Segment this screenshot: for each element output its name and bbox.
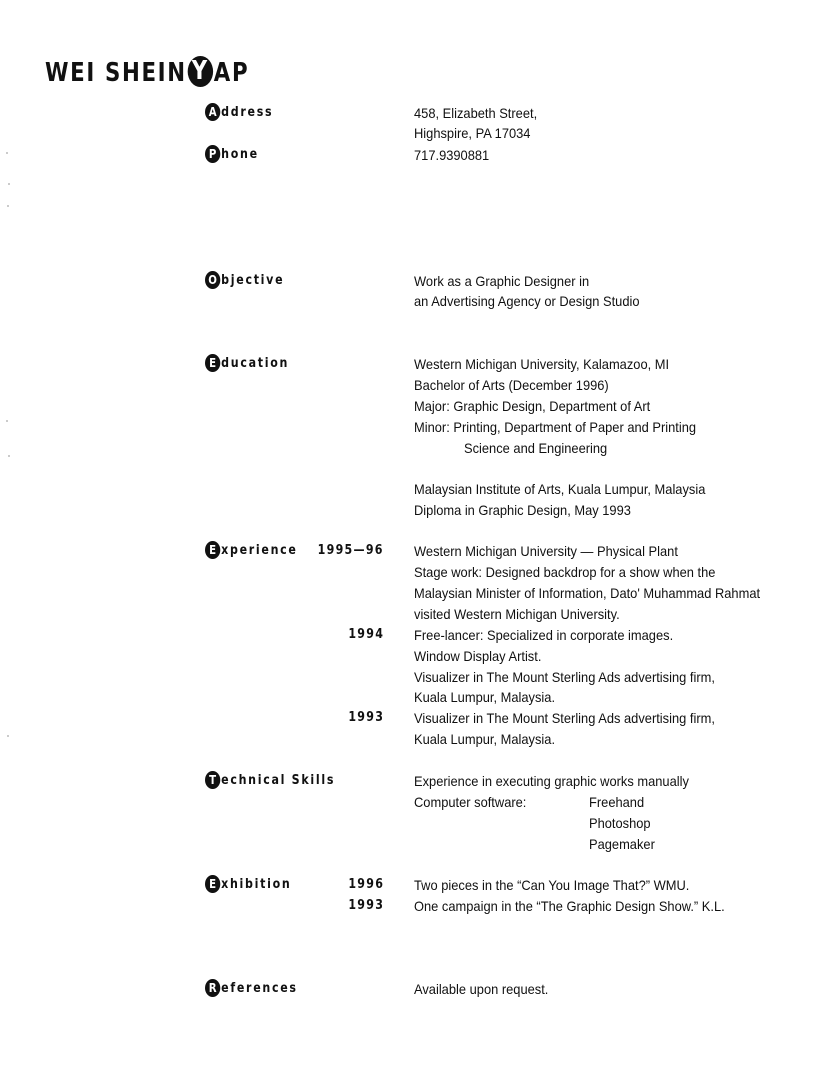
scan-speck <box>6 420 8 422</box>
objective-line: Work as a Graphic Designer in <box>414 273 590 289</box>
name-initial-badge: Y <box>188 56 213 87</box>
experience-line: Window Display Artist. <box>414 648 542 664</box>
section-label-references: R eferences <box>205 979 298 999</box>
initial-badge: E <box>205 541 220 559</box>
scan-speck <box>8 183 10 185</box>
technical-line: Experience in executing graphic works manually <box>414 773 689 789</box>
software-item: Photoshop <box>589 815 651 831</box>
exhibition-line: One campaign in the “The Graphic Design Show.” K.L. <box>414 898 725 914</box>
name-last-part: AP <box>213 58 250 88</box>
experience-line: Visualizer in The Mount Sterling Ads advertising firm, <box>414 710 715 726</box>
experience-line: Visualizer in The Mount Sterling Ads advertising firm, <box>414 669 715 685</box>
section-label-address: A ddress <box>205 103 273 123</box>
education-line: Science and Engineering <box>464 440 608 456</box>
initial-badge: T <box>205 771 220 789</box>
section-label-phone: P hone <box>205 145 259 165</box>
initial-badge: R <box>205 979 220 997</box>
initial-badge: A <box>205 103 220 121</box>
section-label-exhibition: E xhibition <box>205 875 291 895</box>
scan-speck <box>8 455 10 457</box>
technical-line: Computer software: <box>414 794 527 810</box>
section-label-education: E ducation <box>205 354 289 374</box>
name-first-part: WEI SHEIN <box>45 58 187 88</box>
experience-line: Kuala Lumpur, Malaysia. <box>414 689 556 705</box>
address-line: 458, Elizabeth Street, <box>414 105 538 121</box>
initial-badge: P <box>205 145 220 163</box>
experience-line: Malaysian Minister of Information, Dato' Muhammad Rahmat <box>414 585 761 601</box>
education-line: Major: Graphic Design, Department of Art <box>414 398 651 414</box>
experience-line: Free-lancer: Specialized in corporate images. <box>414 627 674 643</box>
exhibition-year: 1993 <box>348 898 384 913</box>
experience-year: 1993 <box>348 710 384 725</box>
exhibition-line: Two pieces in the “Can You Image That?” WMU. <box>414 877 690 893</box>
section-label-experience: E xperience <box>205 541 298 561</box>
references-line: Available upon request. <box>414 981 549 997</box>
experience-line: Kuala Lumpur, Malaysia. <box>414 731 556 747</box>
experience-year: 1995—96 <box>317 543 384 558</box>
experience-line: Western Michigan University — Physical Plant <box>414 543 678 559</box>
software-item: Pagemaker <box>589 836 655 852</box>
phone-number: 717.9390881 <box>414 147 490 163</box>
education-line: Malaysian Institute of Arts, Kuala Lumpur, Malaysia <box>414 481 706 497</box>
software-item: Freehand <box>589 794 645 810</box>
scan-speck <box>7 735 9 737</box>
section-label-technical-skills: T echnical Skills <box>205 771 335 791</box>
address-line: Highspire, PA 17034 <box>414 125 531 141</box>
exhibition-year: 1996 <box>348 877 384 892</box>
objective-line: an Advertising Agency or Design Studio <box>414 293 640 309</box>
page-title <box>45 56 249 90</box>
section-label-objective: O bjective <box>205 271 284 291</box>
scan-speck <box>6 152 8 154</box>
experience-year: 1994 <box>348 627 384 642</box>
initial-badge: O <box>205 271 220 289</box>
education-line: Diploma in Graphic Design, May 1993 <box>414 502 631 518</box>
initial-badge: E <box>205 875 220 893</box>
education-line: Minor: Printing, Department of Paper and Printing <box>414 419 697 435</box>
scan-speck <box>7 205 9 207</box>
experience-line: Stage work: Designed backdrop for a show when the <box>414 564 716 580</box>
initial-badge: E <box>205 354 220 372</box>
education-line: Western Michigan University, Kalamazoo, MI <box>414 356 670 372</box>
education-line: Bachelor of Arts (December 1996) <box>414 377 609 393</box>
experience-line: visited Western Michigan University. <box>414 606 620 622</box>
